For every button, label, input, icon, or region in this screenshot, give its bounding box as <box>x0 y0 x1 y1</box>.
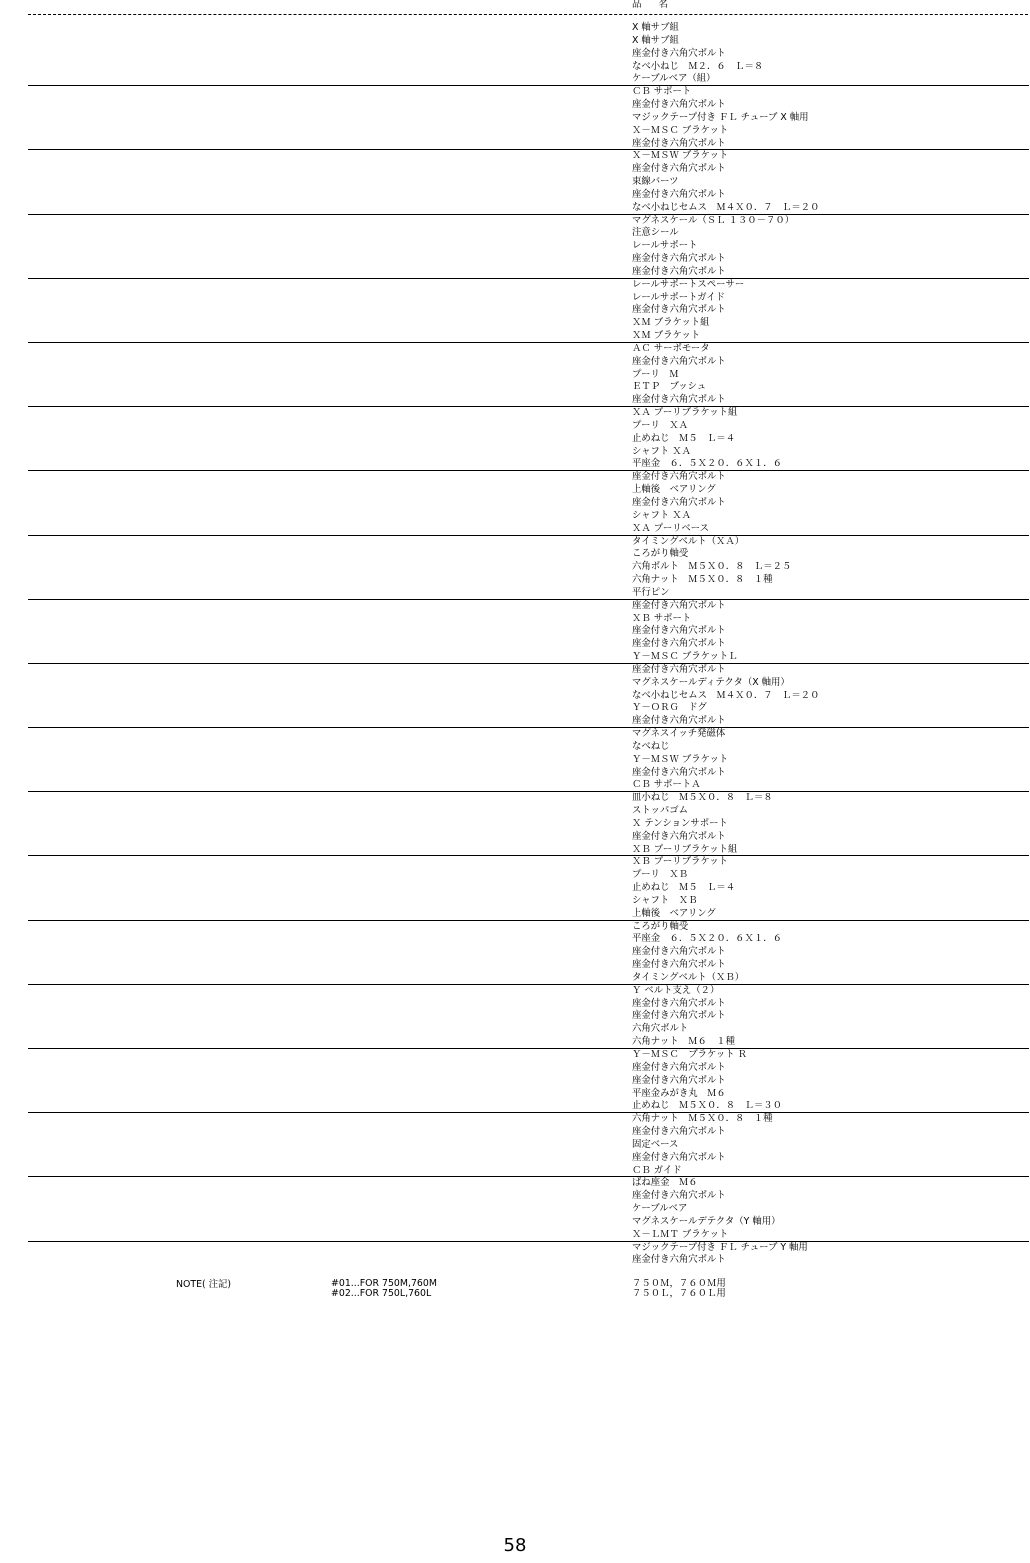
part-name: プーリ Ｍ <box>632 368 679 380</box>
part-name: 平行ピン <box>632 586 670 598</box>
part-name: 座金付き六角穴ボルト <box>632 830 726 842</box>
parts-group <box>0 1177 1030 1241</box>
part-name: Ｘ－ＭＳＷ ブラケット <box>632 150 729 162</box>
part-name: ばね座金 Ｍ６ <box>632 1177 698 1189</box>
part-name: 座金付き六角穴ボルト <box>632 946 726 958</box>
parts-group <box>0 1242 1030 1306</box>
parts-group <box>0 664 1030 728</box>
part-name: 六角ナット Ｍ５Ｘ０．８ １種 <box>632 1113 773 1125</box>
parts-group <box>0 150 1030 214</box>
note-codes <box>331 1279 437 1299</box>
parts-group <box>0 728 1030 792</box>
parts-group <box>0 86 1030 150</box>
part-name: Ｙ－ＯＲＧ ドグ <box>632 702 707 714</box>
part-name: 止めねじ Ｍ５ Ｌ＝４ <box>632 882 736 894</box>
part-name: 座金付き六角穴ボルト <box>632 638 726 650</box>
parts-group <box>0 985 1030 1049</box>
part-name: 座金付き六角穴ボルト <box>632 47 726 59</box>
part-name: シャフト ＸＢ <box>632 894 698 906</box>
parts-group <box>0 215 1030 279</box>
part-name: 座金付き六角穴ボルト <box>632 355 726 367</box>
parts-group <box>0 471 1030 535</box>
part-name: 座金付き六角穴ボルト <box>632 1126 726 1138</box>
part-name: 座金付き六角穴ボルト <box>632 99 726 111</box>
part-name: ＣＢ サポート <box>632 86 692 98</box>
part-name: ＸＭ ブラケット <box>632 330 701 342</box>
part-name: ＸＡ プーリブラケット組 <box>632 407 738 419</box>
part-name: シャフト ＸＡ <box>632 509 692 521</box>
part-name: プーリ ＸＢ <box>632 869 688 881</box>
part-name: ＡＣ サーボモータ <box>632 342 710 354</box>
part-name: 座金付き六角穴ボルト <box>632 1061 726 1073</box>
part-name: 座金付き六角穴ボルト <box>632 188 726 200</box>
part-name: ＸＢ プーリブラケット組 <box>632 843 738 855</box>
part-name: タイミングベルト（ＸＢ） <box>632 971 745 983</box>
part-name: タイミングベルト（ＸＡ） <box>632 535 745 547</box>
note-code: #02...FOR 750L,760L <box>331 1288 432 1299</box>
part-name: ＣＢ ガイド <box>632 1164 682 1176</box>
part-name: Ｘ－ＭＳＣ ブラケット <box>632 124 729 136</box>
parts-group <box>0 921 1030 985</box>
note-description: ７５０Ｍ，７６０Ｍ用 <box>632 1278 726 1289</box>
part-name: ストッパゴム <box>632 805 688 817</box>
part-name: レールサポートガイド <box>632 291 725 303</box>
parts-group <box>0 1049 1030 1113</box>
note-label: NOTE( 注記) <box>176 1279 232 1290</box>
part-name: 止めねじ Ｍ５ Ｌ＝４ <box>632 432 736 444</box>
part-name: ＥＴＰ ブッシュ <box>632 381 707 393</box>
parts-group <box>0 279 1030 343</box>
part-name: なべ小ねじセムス Ｍ４Ｘ０．７ Ｌ＝２０ <box>632 689 820 701</box>
part-name: マグネスケールデテクタ（Y 軸用） <box>632 1215 781 1227</box>
part-name: 止めねじ Ｍ５Ｘ０．８ Ｌ＝３０ <box>632 1100 783 1112</box>
parts-group <box>0 600 1030 664</box>
part-name: Ｙ ベルト支え（２） <box>632 984 720 996</box>
part-name: 座金付き六角穴ボルト <box>632 253 726 265</box>
part-name: ケーブルベア（組） <box>632 73 716 85</box>
part-name: レールサポート <box>632 240 698 252</box>
part-name: 座金付き六角穴ボルト <box>632 625 726 637</box>
part-name: 座金付き六角穴ボルト <box>632 959 726 971</box>
part-name: マジックテープ付き ＦＬ チューブ Y 軸用 <box>632 1241 808 1253</box>
part-name: ＸＭ ブラケット組 <box>632 317 710 329</box>
part-name: シャフト ＸＡ <box>632 445 692 457</box>
column-title-part-name: 品 名 <box>632 0 676 10</box>
part-name: 六角穴ボルト <box>632 1023 689 1035</box>
parts-group <box>0 343 1030 407</box>
part-name: 座金付き六角穴ボルト <box>632 663 726 675</box>
part-name: 座金付き六角穴ボルト <box>632 137 726 149</box>
part-name: 座金付き六角穴ボルト <box>632 715 726 727</box>
part-name: 座金付き六角穴ボルト <box>632 496 726 508</box>
part-name: 座金付き六角穴ボルト <box>632 766 726 778</box>
part-name: ころがり軸受 <box>632 920 689 932</box>
parts-group <box>0 22 1030 86</box>
part-name: 座金付き六角穴ボルト <box>632 1254 726 1266</box>
parts-group <box>0 856 1030 920</box>
part-name: 座金付き六角穴ボルト <box>632 1190 726 1202</box>
part-name: レールサポートスペーサー <box>632 278 745 290</box>
parts-group <box>0 792 1030 856</box>
part-name: Ｘ－ＬＭＴ ブラケット <box>632 1228 729 1240</box>
part-name: 上軸後 ベアリング <box>632 484 716 496</box>
part-name: 注意シール <box>632 227 679 239</box>
part-name: 平座金 ６．５Ｘ２０．６Ｘ１．６ <box>632 933 783 945</box>
part-name: ＸＡ プーリベース <box>632 522 710 534</box>
part-name: 六角ナット Ｍ５Ｘ０．８ １種 <box>632 574 773 586</box>
part-name: ＸＢ サポート <box>632 612 692 624</box>
part-name: なべ小ねじセムス Ｍ４Ｘ０．７ Ｌ＝２０ <box>632 201 820 213</box>
part-name: ころがり軸受 <box>632 548 689 560</box>
note-description: ７５０Ｌ，７６０Ｌ用 <box>632 1288 726 1299</box>
part-name: ＣＢ サポートＡ <box>632 779 701 791</box>
part-name: Ｙ－ＭＳＣ ブラケットＬ <box>632 651 738 663</box>
part-name: 座金付き六角穴ボルト <box>632 394 726 406</box>
part-name: 座金付き六角穴ボルト <box>632 163 726 175</box>
part-name: 座金付き六角穴ボルト <box>632 265 726 277</box>
part-name: 座金付き六角穴ボルト <box>632 1074 726 1086</box>
part-name: 平座金 ６．５Ｘ２０．６Ｘ１．６ <box>632 458 783 470</box>
part-name: マジックテープ付き ＦＬ チューブ X 軸用 <box>632 111 809 123</box>
part-name: 座金付き六角穴ボルト <box>632 471 726 483</box>
part-name: X 軸サブ組 <box>632 34 679 46</box>
part-name: なべねじ <box>632 740 670 752</box>
part-name: ケーブルベア <box>632 1203 688 1215</box>
part-name: なべ小ねじ Ｍ２．６ Ｌ＝８ <box>632 60 764 72</box>
page-number: 58 <box>503 1535 527 1556</box>
part-name: 座金付き六角穴ボルト <box>632 1010 726 1022</box>
note-descriptions <box>632 1279 726 1299</box>
parts-group <box>0 1113 1030 1177</box>
part-name: 皿小ねじ Ｍ５Ｘ０．８ Ｌ＝８ <box>632 792 773 804</box>
part-name: 座金付き六角穴ボルト <box>632 599 726 611</box>
parts-group <box>0 407 1030 471</box>
part-name: 固定ベース <box>632 1138 679 1150</box>
part-name: 座金付き六角穴ボルト <box>632 997 726 1009</box>
part-name: Ｙ－ＭＳＷ ブラケット <box>632 753 729 765</box>
parts-group <box>0 536 1030 600</box>
note-code: #01...FOR 750M,760M <box>331 1278 437 1289</box>
part-name: X 軸サブ組 <box>632 22 679 33</box>
part-name: 座金付き六角穴ボルト <box>632 1151 726 1163</box>
part-name: Ｘ テンションサポート <box>632 817 728 829</box>
part-name: マグネスケールディテクタ（X 軸用） <box>632 676 790 688</box>
part-name: マグネスイッチ発磁体 <box>632 728 726 740</box>
part-name: 平座金みがき丸 Ｍ６ <box>632 1087 726 1099</box>
part-name: ＸＢ プーリブラケット <box>632 856 728 868</box>
part-name: 座金付き六角穴ボルト <box>632 304 726 316</box>
header-dashed-rule <box>28 14 1028 15</box>
part-name: 六角ボルト Ｍ５Ｘ０．８ Ｌ＝２５ <box>632 561 792 573</box>
part-name: Ｙ－ＭＳＣ ブラケット Ｒ <box>632 1049 748 1060</box>
part-name: 六角ナット Ｍ６ １種 <box>632 1036 735 1048</box>
parts-list <box>0 22 1030 1306</box>
part-name: 上軸後 ベアリング <box>632 907 716 919</box>
part-name: マグネスケール（ＳＬ １３０－７０） <box>632 214 795 226</box>
part-name: 束線バーツ <box>632 176 679 188</box>
part-name: プーリ ＸＡ <box>632 419 688 431</box>
